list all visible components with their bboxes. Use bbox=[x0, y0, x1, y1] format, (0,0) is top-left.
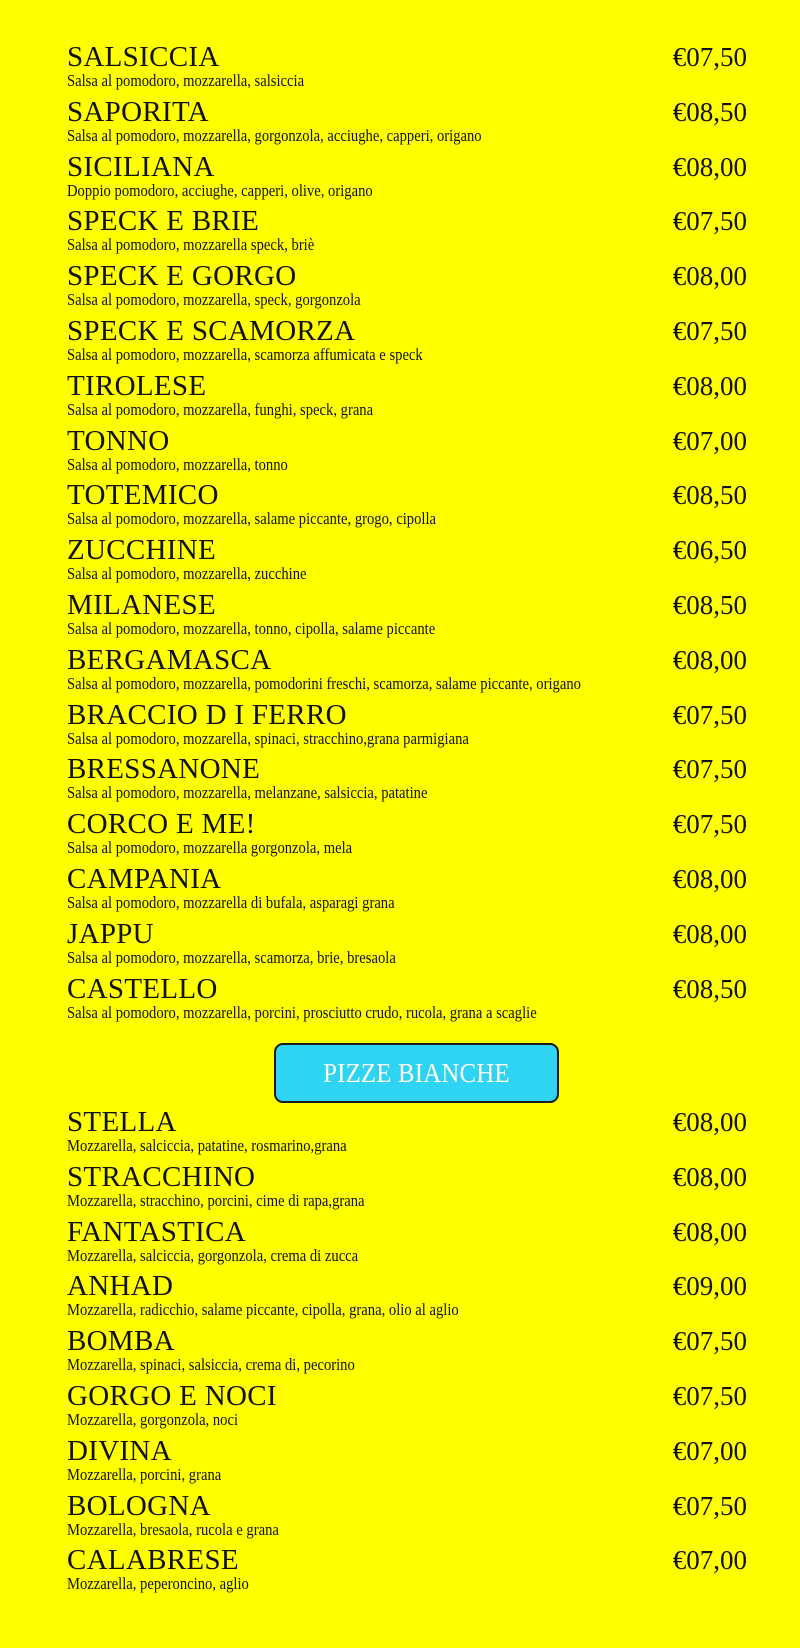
menu-item bbox=[67, 1491, 747, 1546]
menu-item bbox=[67, 535, 747, 590]
menu-item-description: Salsa al pomodoro, mozzarella, porcini, prosciutto crudo, rucola, grana a scaglie bbox=[67, 1002, 537, 1022]
menu-item-name: BOLOGNA bbox=[67, 1489, 211, 1522]
menu-item bbox=[67, 754, 747, 809]
menu-item-price: €07,50 bbox=[672, 42, 747, 72]
menu-item-price: €08,50 bbox=[672, 96, 747, 127]
menu-item-name: DIVINA bbox=[67, 1434, 172, 1467]
menu-item-name: BRACCIO D I FERRO bbox=[67, 698, 347, 731]
menu-item bbox=[67, 1381, 747, 1436]
menu-item-name: SICILIANA bbox=[67, 150, 215, 183]
menu-item-price: €09,00 bbox=[672, 1271, 747, 1302]
menu-item-description: Mozzarella, stracchino, porcini, cime di rapa,grana bbox=[67, 1190, 365, 1210]
menu-item-name: CAMPANIA bbox=[67, 862, 222, 895]
menu-item-name: CASTELLO bbox=[67, 972, 218, 1005]
menu-item-price: €07,50 bbox=[672, 754, 747, 785]
menu-item-name: ANHAD bbox=[67, 1270, 174, 1303]
menu-item bbox=[67, 152, 747, 207]
menu-item-price: €08,00 bbox=[672, 151, 747, 182]
menu-item-description: Mozzarella, spinaci, salsiccia, crema di, pecorino bbox=[67, 1355, 355, 1375]
menu-item-name: SAPORITA bbox=[67, 95, 209, 128]
menu-item bbox=[67, 590, 747, 645]
menu-item bbox=[67, 1326, 747, 1381]
menu-item-price: €07,50 bbox=[672, 699, 747, 730]
menu-item-price: €08,00 bbox=[672, 370, 747, 401]
menu-item-description: Salsa al pomodoro, mozzarella, funghi, speck, grana bbox=[67, 399, 374, 419]
menu-item-name: SPECK E GORGO bbox=[67, 260, 297, 293]
menu-item-description: Salsa al pomodoro, mozzarella, scamorza, brie, bresaola bbox=[67, 947, 396, 967]
menu-item-description: Salsa al pomodoro, mozzarella gorgonzola, mela bbox=[67, 838, 353, 858]
menu-item-name: MILANESE bbox=[67, 588, 216, 621]
category-banner-pizze-bianche bbox=[274, 1043, 559, 1103]
menu-item-price: €06,50 bbox=[672, 535, 747, 566]
menu-item-name: BERGAMASCA bbox=[67, 643, 272, 676]
menu-item-price: €08,50 bbox=[672, 589, 747, 620]
menu-item-description: Mozzarella, bresaola, rucola e grana bbox=[67, 1519, 279, 1539]
menu-item-name: CALABRESE bbox=[67, 1544, 239, 1577]
menu-item-name: TIROLESE bbox=[67, 369, 207, 402]
menu-item-name: STRACCHINO bbox=[67, 1160, 256, 1193]
menu-item-description: Salsa al pomodoro, mozzarella, tonno bbox=[67, 454, 288, 474]
menu-item bbox=[67, 645, 747, 700]
menu-item bbox=[67, 42, 747, 97]
menu-item-price: €08,50 bbox=[672, 973, 747, 1004]
menu-item-name: CORCO E ME! bbox=[67, 808, 256, 841]
menu-item bbox=[67, 974, 747, 1029]
menu-item-name: SALSICCIA bbox=[67, 41, 220, 73]
menu-item-description: Salsa al pomodoro, mozzarella di bufala, asparagi grana bbox=[67, 892, 395, 912]
menu-item bbox=[67, 700, 747, 755]
menu-item bbox=[67, 1545, 747, 1600]
menu-item bbox=[67, 1107, 747, 1162]
menu-item-description: Mozzarella, gorgonzola, noci bbox=[67, 1409, 239, 1429]
menu-item bbox=[67, 864, 747, 919]
menu-item bbox=[67, 206, 747, 261]
menu-item-description: Salsa al pomodoro, mozzarella, salame piccante, grogo, cipolla bbox=[67, 509, 437, 529]
menu-item-price: €07,00 bbox=[672, 1545, 747, 1576]
menu-item-price: €08,00 bbox=[672, 1216, 747, 1247]
menu-item-price: €07,50 bbox=[672, 1380, 747, 1411]
menu-item-description: Mozzarella, radicchio, salame piccante, cipolla, grana, olio al aglio bbox=[67, 1300, 459, 1320]
menu-item-price: €07,00 bbox=[672, 425, 747, 456]
menu-item-name: TOTEMICO bbox=[67, 479, 219, 512]
menu-item-description: Doppio pomodoro, acciughe, capperi, olive, origano bbox=[67, 180, 373, 200]
menu-item-price: €08,00 bbox=[672, 261, 747, 292]
menu-item bbox=[67, 97, 747, 152]
menu-item-name: ZUCCHINE bbox=[67, 534, 216, 567]
menu-item-name: BRESSANONE bbox=[67, 753, 261, 786]
menu-item-description: Salsa al pomodoro, mozzarella, scamorza affumicata e speck bbox=[67, 344, 423, 364]
menu-item bbox=[67, 371, 747, 426]
menu-item-name: GORGO E NOCI bbox=[67, 1379, 277, 1412]
menu-item bbox=[67, 919, 747, 974]
menu-item-price: €08,00 bbox=[672, 918, 747, 949]
menu-item bbox=[67, 316, 747, 371]
menu-item-name: STELLA bbox=[67, 1106, 177, 1138]
menu-item-price: €08,00 bbox=[672, 1161, 747, 1192]
menu-item-price: €07,00 bbox=[672, 1435, 747, 1466]
menu-item bbox=[67, 1436, 747, 1491]
menu-section-pizze-rosse bbox=[67, 42, 747, 1028]
menu-item-description: Salsa al pomodoro, mozzarella, melanzane, salsiccia, patatine bbox=[67, 783, 428, 803]
menu-item-name: BOMBA bbox=[67, 1325, 175, 1358]
menu-item-price: €07,50 bbox=[672, 315, 747, 346]
menu-item-name: SPECK E SCAMORZA bbox=[67, 314, 356, 347]
menu-item-price: €08,00 bbox=[672, 1107, 747, 1137]
menu-item bbox=[67, 809, 747, 864]
menu-item bbox=[67, 1162, 747, 1217]
menu-item-price: €08,50 bbox=[672, 480, 747, 511]
menu-item-description: Salsa al pomodoro, mozzarella, salsiccia bbox=[67, 71, 305, 90]
menu-item bbox=[67, 1271, 747, 1326]
menu-item bbox=[67, 480, 747, 535]
menu-section-pizze-bianche bbox=[67, 1107, 747, 1600]
menu-item-price: €07,50 bbox=[672, 206, 747, 237]
menu-item-description: Salsa al pomodoro, mozzarella, spinaci, stracchino,grana parmigiana bbox=[67, 728, 469, 748]
menu-item-description: Salsa al pomodoro, mozzarella, gorgonzola, acciughe, capperi, origano bbox=[67, 125, 482, 145]
menu-item-price: €08,00 bbox=[672, 863, 747, 894]
menu-item-name: FANTASTICA bbox=[67, 1215, 246, 1248]
menu-item-price: €07,50 bbox=[672, 1326, 747, 1357]
menu-item-description: Salsa al pomodoro, mozzarella, speck, gorgonzola bbox=[67, 290, 361, 310]
menu-item-description: Salsa al pomodoro, mozzarella, pomodorini freschi, scamorza, salame piccante, origano bbox=[67, 673, 581, 693]
menu-item-description: Mozzarella, peperoncino, aglio bbox=[67, 1574, 249, 1594]
menu-item-price: €07,50 bbox=[672, 1490, 747, 1521]
menu-item-price: €07,50 bbox=[672, 809, 747, 840]
menu-item bbox=[67, 261, 747, 316]
category-banner-label: PIZZE BIANCHE bbox=[323, 1057, 510, 1088]
menu-item bbox=[67, 426, 747, 481]
menu-item-description: Mozzarella, porcini, grana bbox=[67, 1464, 222, 1484]
menu-item-name: TONNO bbox=[67, 424, 170, 457]
menu-item-description: Salsa al pomodoro, mozzarella speck, briè bbox=[67, 235, 315, 255]
menu-item-price: €08,00 bbox=[672, 644, 747, 675]
menu-item bbox=[67, 1217, 747, 1272]
menu-item-name: SPECK E BRIE bbox=[67, 205, 260, 238]
menu-item-description: Mozzarella, salciccia, gorgonzola, crema di zucca bbox=[67, 1245, 359, 1265]
menu-item-description: Mozzarella, salciccia, patatine, rosmarino,grana bbox=[67, 1136, 347, 1155]
menu-item-description: Salsa al pomodoro, mozzarella, tonno, cipolla, salame piccante bbox=[67, 618, 436, 638]
menu-item-description: Salsa al pomodoro, mozzarella, zucchine bbox=[67, 564, 307, 584]
menu-item-name: JAPPU bbox=[67, 917, 154, 950]
